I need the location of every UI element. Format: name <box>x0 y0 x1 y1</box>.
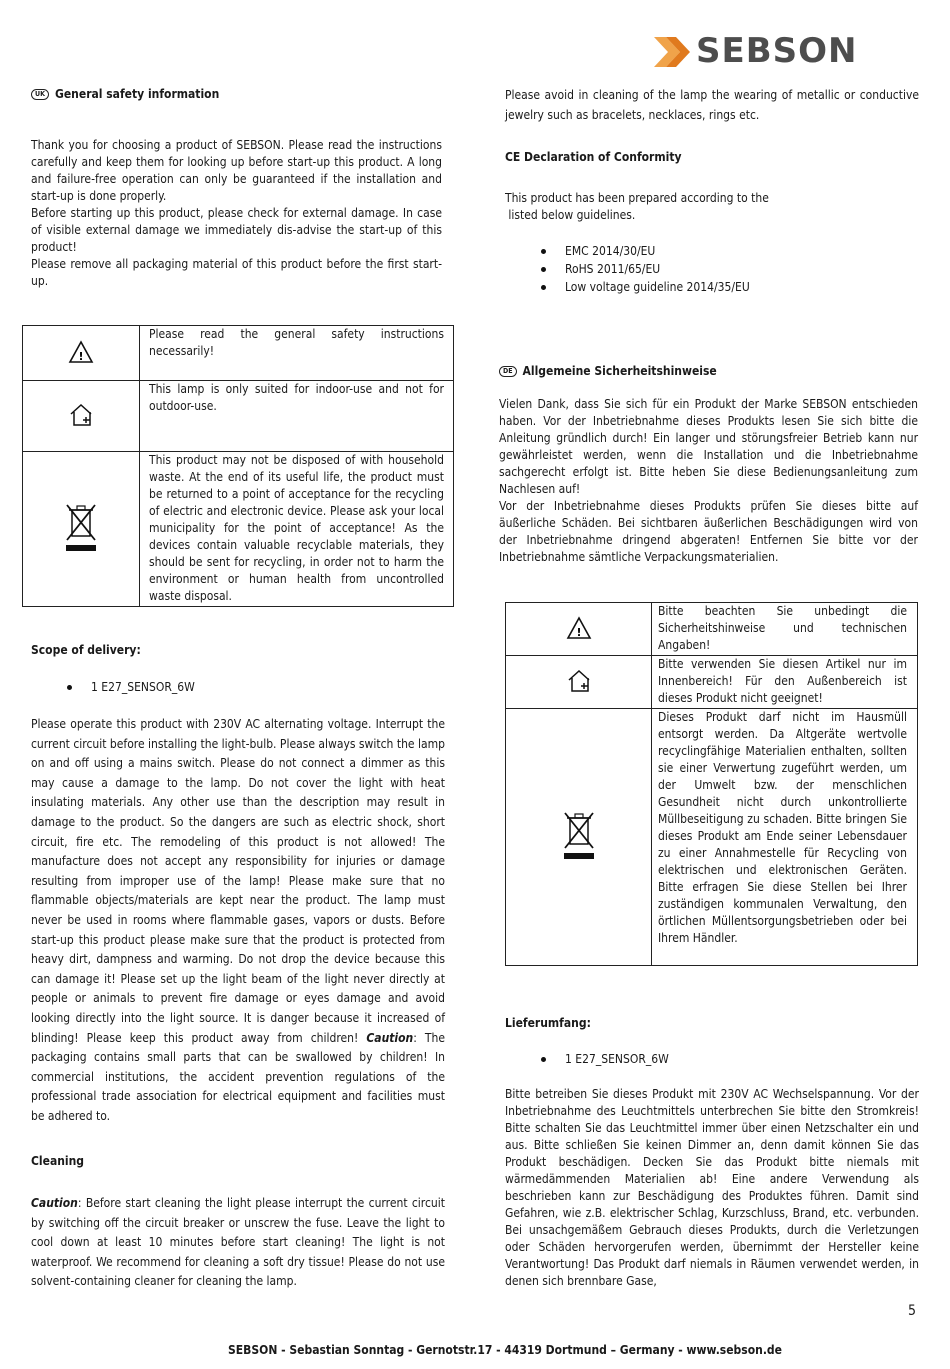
symbol-cell <box>506 656 652 709</box>
symbol-text: This lamp is only suited for indoor-use and not for outdoor-use. <box>140 381 454 452</box>
symbol-text: Bitte beachten Sie unbedingt die Sicherheitshinweise und technischen Angaben! <box>652 603 918 656</box>
de-safety-heading <box>499 364 717 378</box>
en-intro-paragraph: Please remove all packaging material of this product before the first start-up. <box>31 257 442 288</box>
crossed-bin-icon <box>562 810 596 862</box>
table-row <box>506 709 918 966</box>
symbol-cell <box>506 603 652 656</box>
indoor-house-icon <box>566 668 592 694</box>
svg-text:!: ! <box>575 625 582 639</box>
warning-triangle-icon <box>68 340 94 364</box>
symbol-text: Dieses Produkt darf nicht im Hausmüll entsorgt werden. Da Altgeräte wertvolle recyclingfähige Materialien enthalten, sollten sie einer Verwertung zugeführt werden, um der Umwelt bzw. der menschlichen Gesundheit nicht durch unkontrollierte Müllbeseitigung zu schaden. Bitte bringen Sie dieses Produkt am Ende seiner Lebensdauer zu einer Annahmestelle für Recycling von elektrischen und elektronischen Geräten. Bitte erfragen Sie diese Stellen bei Ihrer zuständigen kommunalen Verwaltung, den örtlichen Müllentsorgungsbetrieben oder bei Ihrem Händler. <box>652 709 918 966</box>
en-caution-label: Caution <box>366 1030 414 1045</box>
symbol-cell <box>23 452 140 607</box>
de-scope-heading: Lieferumfang: <box>505 1016 591 1030</box>
en-scope-list <box>31 678 195 696</box>
en-symbol-table <box>22 325 454 607</box>
table-row <box>506 603 918 656</box>
page-number: 5 <box>908 1303 917 1319</box>
en-cleaning-heading: Cleaning <box>31 1154 85 1168</box>
de-symbol-table <box>505 602 918 966</box>
en-scope-heading: Scope of delivery: <box>31 643 141 657</box>
de-intro-paragraph: Vor der Inbetriebnahme dieses Produkts prüfen Sie dieses bitte auf äußerliche Schäden. Bei sichtbaren äußerlichen Beschädigungen wird von der Inbetriebnahme dringend abgeraten! Entfernen Sie bitte vor der Inbetriebnahme sämtliche Verpackungsmaterialien. <box>499 499 918 564</box>
en-intro-paragraph: Thank you for choosing a product of SEBSON. Please read the instructions carefully and keep them for looking up before start-up this product. A long and failure-free operation can only be guaranteed if the installation and start-up is done properly. <box>31 138 442 203</box>
symbol-cell <box>23 326 140 381</box>
en-ce-intro-line: This product has been prepared according to the <box>505 191 769 205</box>
de-intro-paragraph: Vielen Dank, dass Sie sich für ein Produkt der Marke SEBSON entschieden haben. Vor der Inbetriebnahme dieses Produkts lesen Sie sich bitte die Anleitung gründlich durch! Ein langer und störungsfreier Betrieb kann nur gewährleistet werden, wenn die Installation und die Inbetriebnahme sachgerecht erfolgt ist. Bitte heben Sie diese Bedienungsanleitung zum Nachlesen auf! <box>499 397 918 496</box>
list-item: Low voltage guideline 2014/35/EU <box>505 278 750 296</box>
table-row <box>23 381 454 452</box>
de-safety-title: Allgemeine Sicherheitshinweise <box>522 364 717 378</box>
symbol-text: Bitte verwenden Sie diesen Artikel nur im Innenbereich! Für den Außenbereich ist dieses Produkt nicht geeignet! <box>652 656 918 709</box>
en-jewelry-text: Please avoid in cleaning of the lamp the wearing of metallic or conductive jewelry such as bracelets, necklaces, rings etc. <box>505 88 919 122</box>
crossed-bin-icon <box>64 502 98 554</box>
en-operation-pre: Please operate this product with 230V AC alternating voltage. Interrupt the current circuit before installing the light-bulb. Please always switch the lamp on and off using a mains switch. Please do not connect a dimmer as this may cause a damage to the lamp. Do not cover the light with heat insulating materials. Any other use than the description may result in damage to the product. So the dangers are such as electric shock, short circuit, fire etc. The remodeling of this product is not allowed! The manufacture does not accept any responsibility for injuries or damage resulting from improper use of the lamp! Please make sure that no flammable objects/materials are kept near the product. The lamp must never be used in rooms where flammable gases, vapors or dusts. Before start-up this product please make sure that the product is protected from heavy dirt, dampness and warming. Do not drop the device because this can damage it! Please set up the light beam of the light never directly at people or animals to prevent fire damage or eyes damage and avoid looking directly into the light source. It is danger because it increased of blinding! Please keep this product away from children! <box>31 717 445 1045</box>
language-badge-uk: UK <box>31 89 49 100</box>
language-badge-de: DE <box>499 366 517 377</box>
en-ce-list <box>505 242 750 296</box>
en-operation-text <box>31 715 445 1126</box>
footer-address: SEBSON - Sebastian Sonntag - Gernotstr.17 - 44319 Dortmund – Germany - www.sebson.de <box>228 1343 782 1357</box>
en-safety-heading <box>31 87 219 101</box>
list-item: 1 E27_SENSOR_6W <box>505 1050 669 1068</box>
symbol-text: Please read the general safety instructions necessarily! <box>140 326 454 381</box>
en-operation-post: : The packaging contains small parts that can be swallowed by children! In commercial institutions, the accident prevention regulations of the professional trade association for electrical equipment and facilities must be adhered to. <box>31 1030 445 1123</box>
indoor-house-icon <box>68 402 94 428</box>
en-intro-paragraph: Before starting up this product, please check for external damage. In case of visible external damage we immediately dis-advise the start-up of this product! <box>31 206 442 254</box>
warning-triangle-icon <box>566 616 592 640</box>
logo-arrow-icon <box>652 35 692 69</box>
en-intro <box>31 137 442 290</box>
en-cleaning-body: : Before start cleaning the light please interrupt the current circuit by switching off the circuit breaker or unscrew the fuse. Leave the light to cool down at least 10 minutes before start cleaning! The light is not waterproof. We recommend for cleaning a soft dry tissue! Please do not use solvent-containing cleaner for cleaning the lamp. <box>31 1196 445 1289</box>
en-ce-intro <box>505 190 919 224</box>
symbol-cell <box>23 381 140 452</box>
en-ce-intro-line: listed below guidelines. <box>505 208 636 222</box>
de-scope-list <box>505 1050 669 1068</box>
de-operation-text: Bitte betreiben Sie dieses Produkt mit 230V AC Wechselspannung. Vor der Inbetriebnahme des Leuchtmittels unterbrechen Sie bitte den Stromkreis! Bitte schalten Sie das Leuchtmittel immer über einen Netzschalter ein und aus. Bitte schließen Sie keinen Dimmer an, denn damit können Sie das Produkt beschädigen. Decken Sie das Produkt bitte niemals mit wärmedämmenden Materialien ab! Eine andere Verwendung als beschrieben kann zur Beschädigung des Produktes führen. Damit sind Gefahren, wie z.B. elektrischer Schlag, Kurzschluss, Brand, etc. verbunden. Bei unsachgemäßem Gebrauch dieses Produkts, durch die Verletzungen oder Schäden hervorgerufen werden, übernimmt der Hersteller keine Verantwortung! Das Produkt darf niemals in Räumen verwendet werden, in denen sich brennbare Gase, <box>505 1087 919 1288</box>
brand-name: SEBSON <box>696 31 858 71</box>
en-safety-title: General safety information <box>55 87 220 101</box>
symbol-cell <box>506 709 652 966</box>
en-cleaning-caution-label: Caution <box>31 1196 78 1210</box>
brand-logo <box>652 31 867 71</box>
list-item: RoHS 2011/65/EU <box>505 260 750 278</box>
list-item: EMC 2014/30/EU <box>505 242 750 260</box>
table-row <box>23 326 454 381</box>
en-ce-heading: CE Declaration of Conformity <box>505 150 682 164</box>
list-item: 1 E27_SENSOR_6W <box>31 678 195 696</box>
svg-text:!: ! <box>78 349 84 363</box>
table-row <box>506 656 918 709</box>
de-intro <box>499 396 918 566</box>
en-cleaning-text <box>31 1194 445 1292</box>
table-row <box>23 452 454 607</box>
symbol-text: This product may not be disposed of with household waste. At the end of its useful life, the product must be returned to a point of acceptance for the recycling of electric and electronic device. Please ask your local municipality for the point of acceptance! As the devices contain valuable recyclable materials, they should be sent for recycling, in order not to harm the environment or human health from uncontrolled waste disposal. <box>140 452 454 607</box>
